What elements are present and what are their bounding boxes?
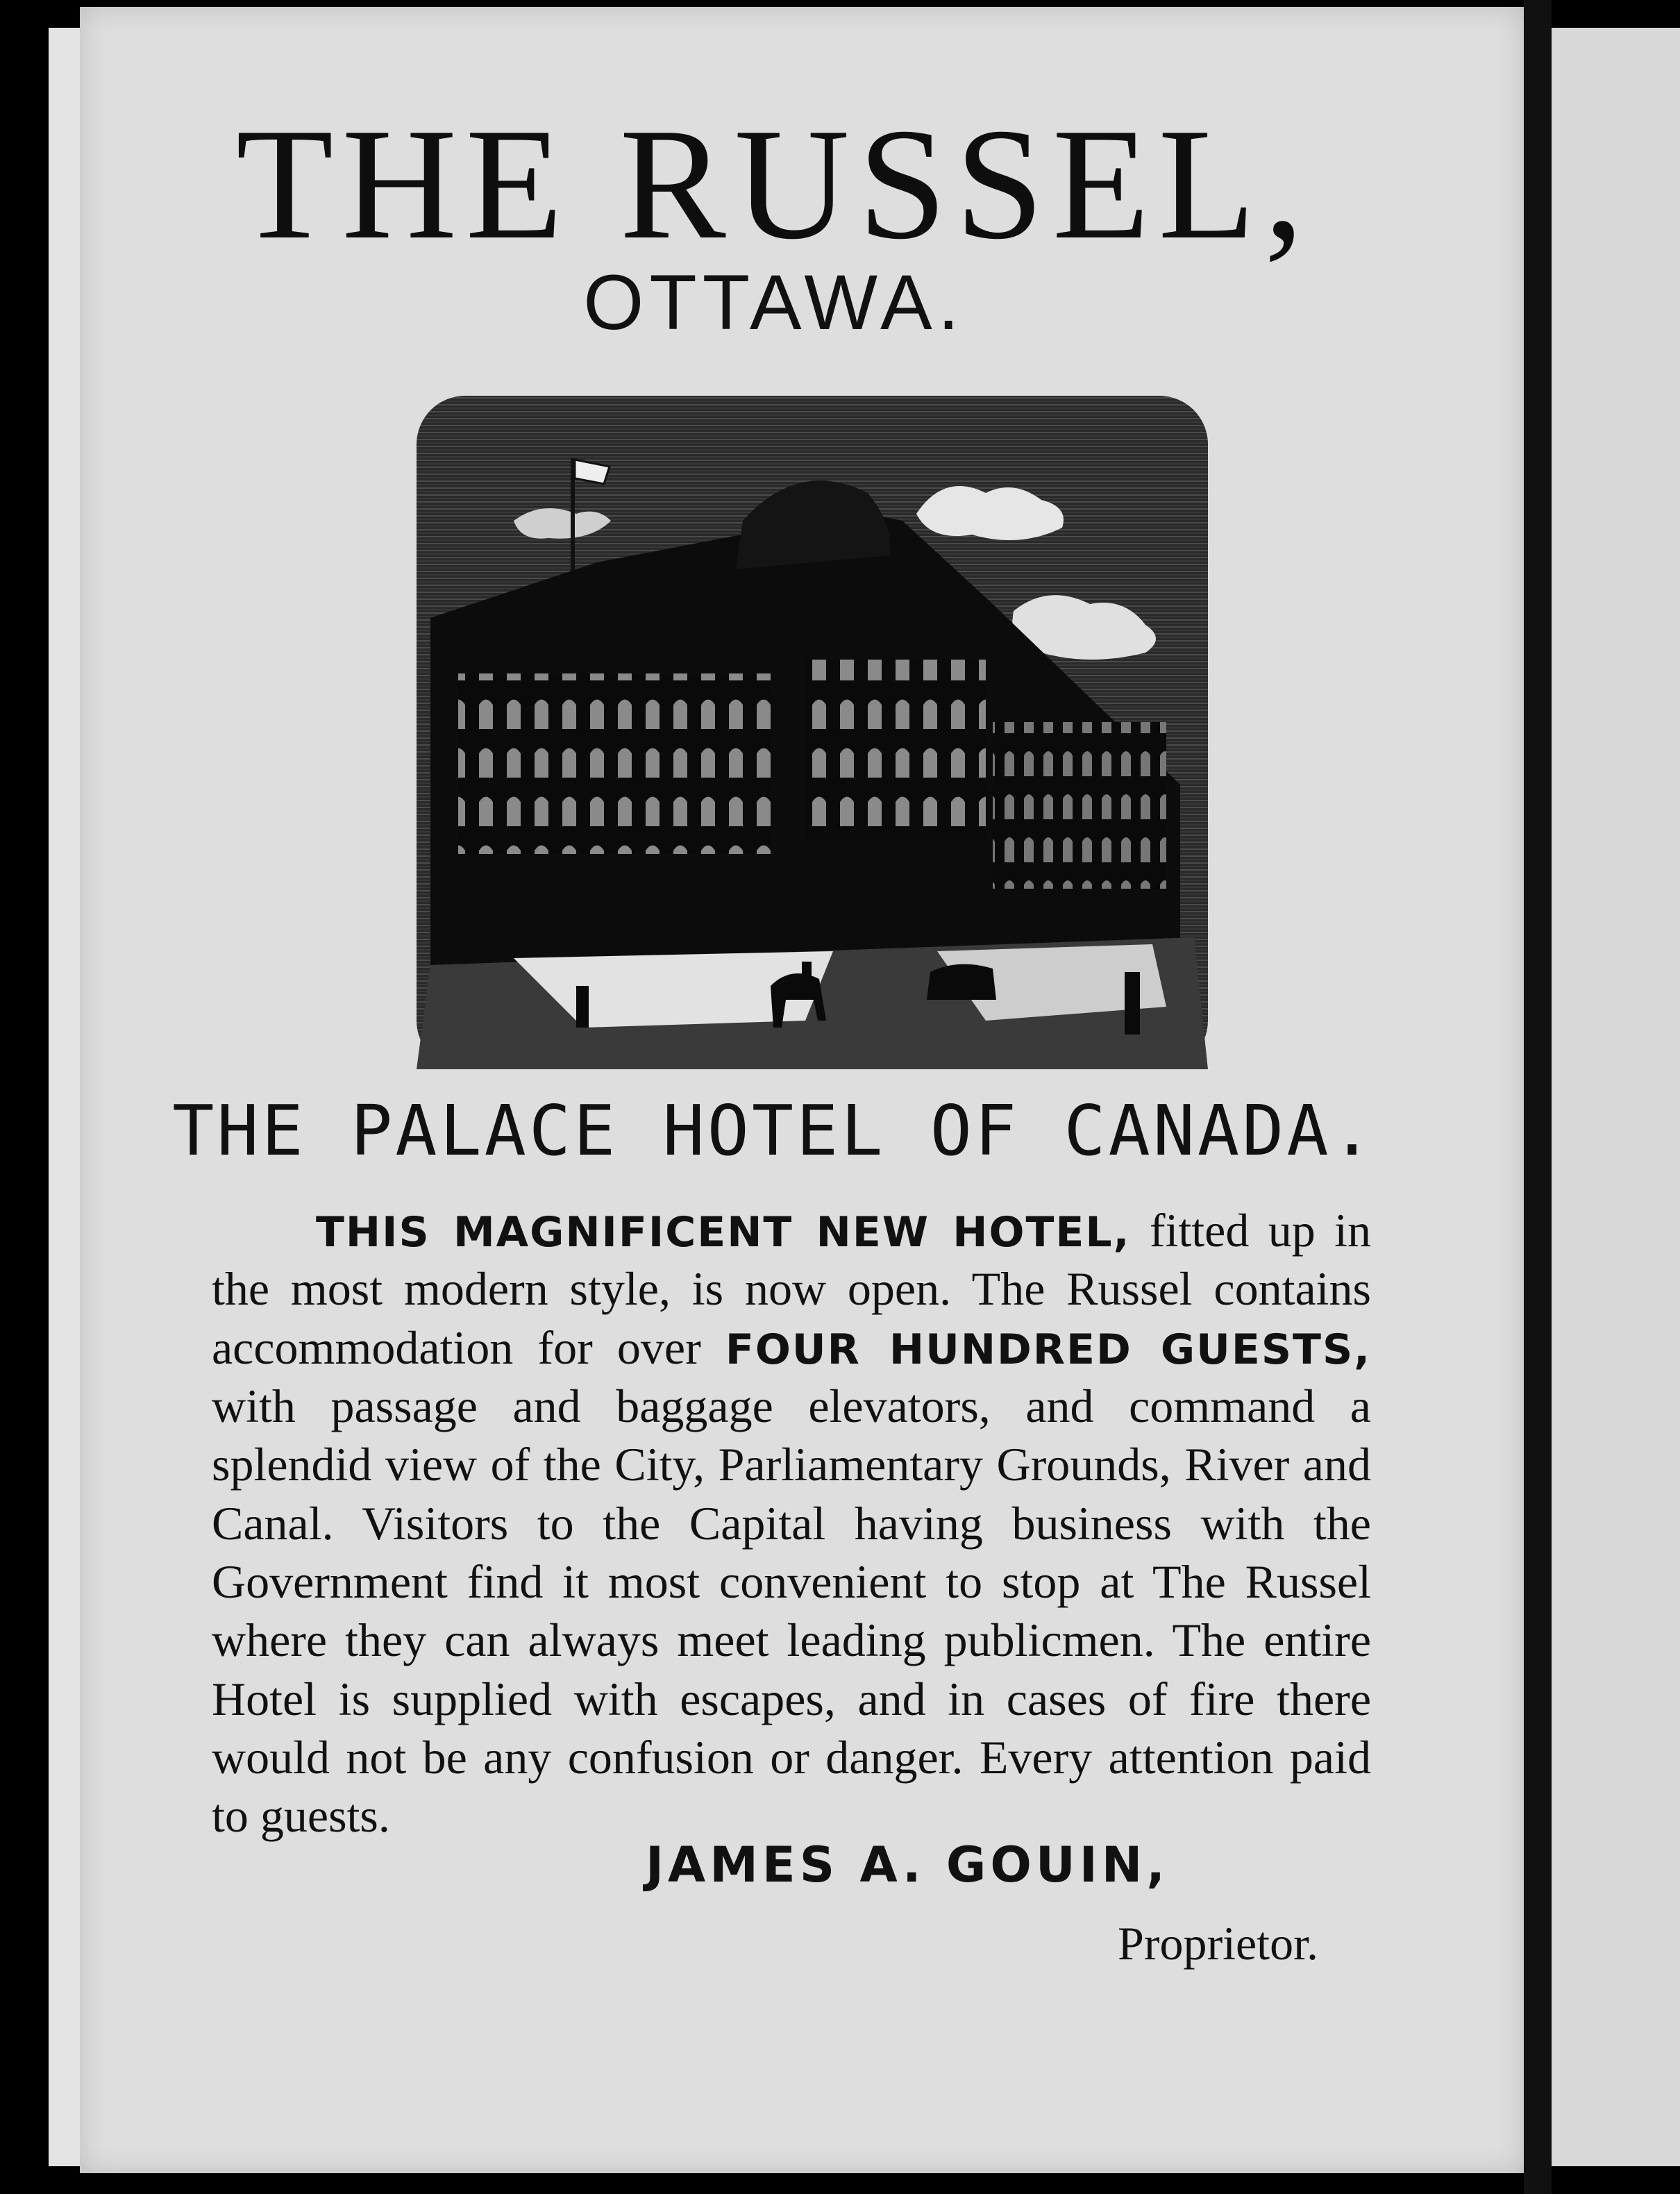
advertisement-body [212, 1201, 1371, 1845]
proprietor-title: Proprietor. [1118, 1917, 1318, 1970]
body-lead: THIS MAGNIFICENT NEW HOTEL, [316, 1208, 1131, 1257]
next-page-edge [1552, 28, 1680, 2166]
proprietor-name: JAMES A. GOUIN, [646, 1836, 1169, 1893]
body-guest-count: FOUR HUNDRED GUESTS, [725, 1325, 1371, 1374]
hotel-tagline: THE PALACE HOTEL OF CANADA. [172, 1090, 1376, 1171]
body-text-part-1: fitted up in the most modern style, is now open. The Russel contains accommodation for over [212, 1204, 1371, 1374]
city-name: OTTAWA. [583, 259, 965, 346]
body-text-part-2: with passage and baggage elevators, and command a splendid view of the City, Parliamentary Grounds, River and Canal. Visitors to the Capital having business with the Government find it most convenient to stop at The Russel where they can always meet leading publicmen. The entire Hotel is supplied with escapes, and in cases of fire there would not be any confusion or danger. Every attention paid to guests. [212, 1379, 1371, 1843]
book-gutter [1524, 0, 1552, 2194]
hotel-engraving-icon [417, 396, 1208, 1069]
hotel-title: THE RUSSEL, [235, 95, 1313, 272]
